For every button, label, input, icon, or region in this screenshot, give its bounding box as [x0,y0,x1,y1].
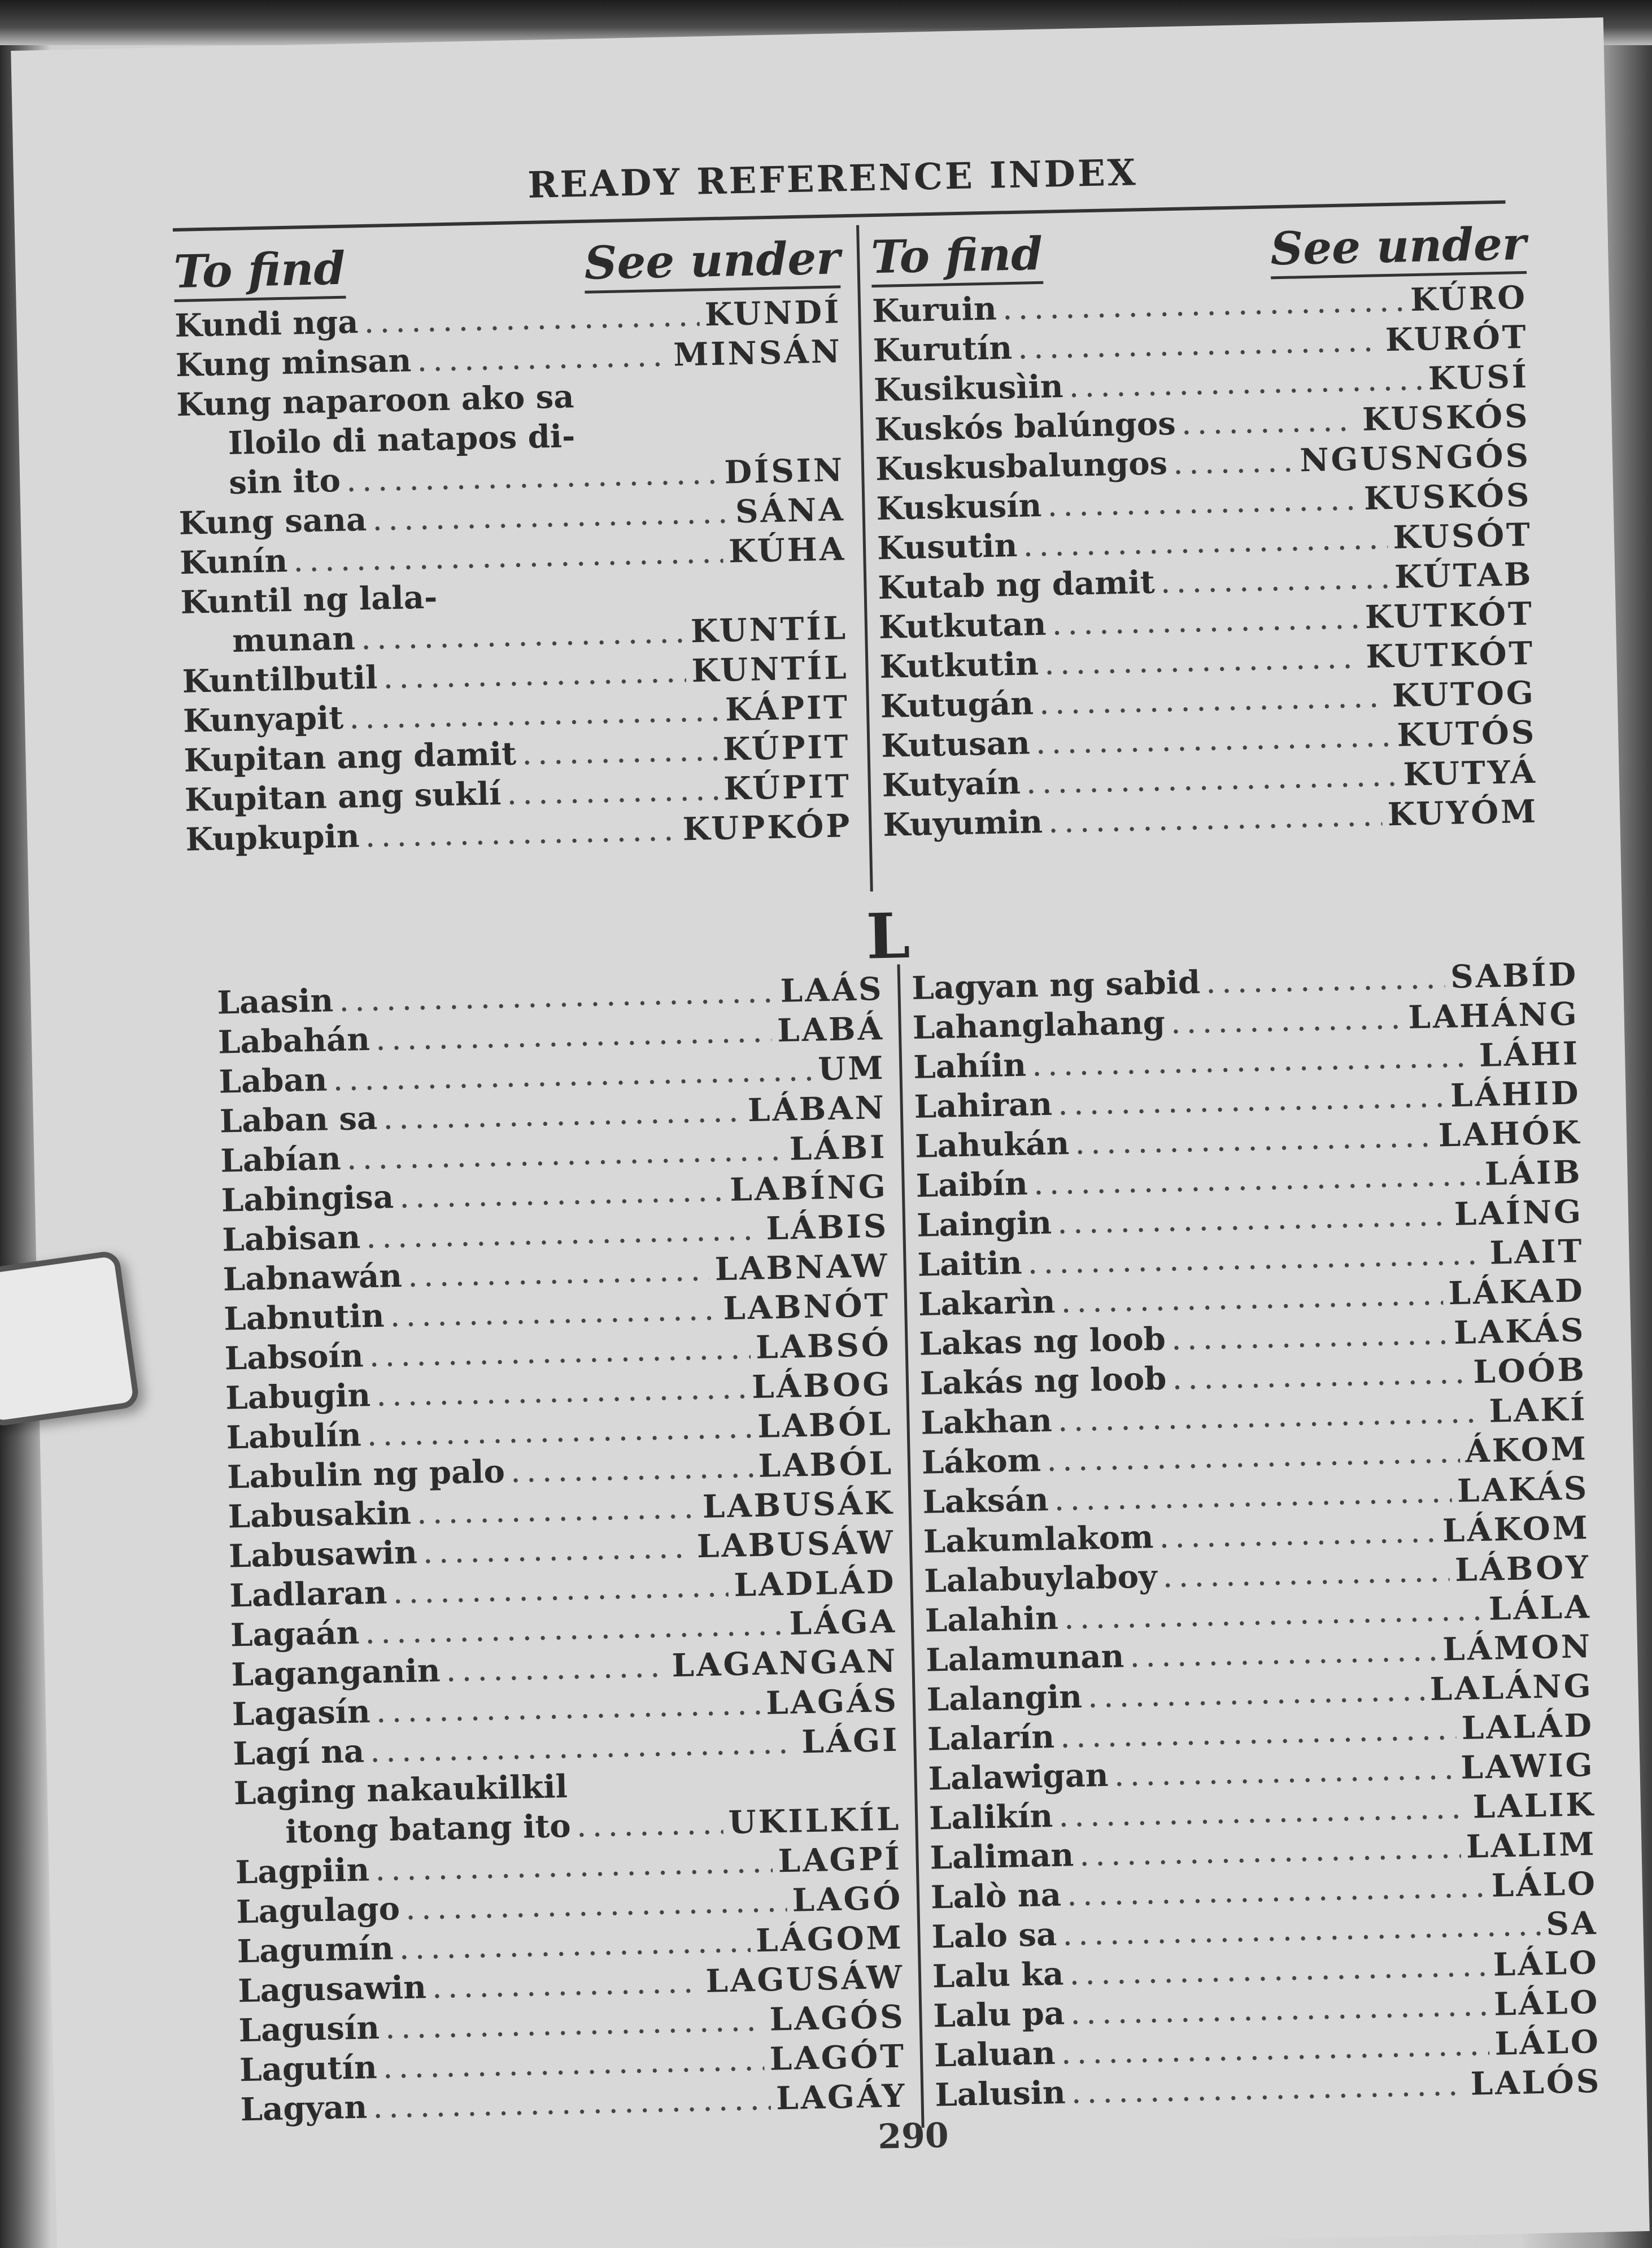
entry-term: Kurutín [873,329,1013,370]
entry-reference: DÍSIN [723,451,845,491]
entry-reference: LABNAW [714,1247,890,1288]
entry-term: Lákom [921,1441,1041,1482]
entry-reference: LÁMON [1442,1627,1593,1668]
entry-term: Labisan [221,1218,361,1259]
entry-term: Labulín [226,1416,362,1457]
entry-reference: KUNTÍL [690,609,848,650]
entry-term: Lalawigan [928,1756,1109,1798]
dot-leader [1044,639,1361,682]
entry-reference: KUSÍ [1428,358,1529,398]
entry-term: Kung naparoon ako sa [176,378,575,424]
dot-leader [417,337,669,379]
entry-term: Lakumlakom [923,1518,1154,1561]
entry-term: Kuskós balúngos [874,404,1176,449]
entry-term: Iloilo di natapos di- [228,417,576,463]
dot-leader [1057,1078,1445,1122]
dot-leader [1033,1156,1480,1203]
dot-leader [1160,559,1389,600]
entry-reference: NGUSNGÓS [1299,437,1531,480]
entry-term: Kuskusín [875,486,1042,528]
dot-leader [1172,443,1294,482]
dot-leader [369,1724,796,1770]
entry-reference: KUPKÓP [682,807,853,848]
entry-reference: LADLÁD [733,1563,897,1604]
entry-term: Labsoín [224,1337,364,1378]
entry-reference: LAGÓS [769,1998,906,2038]
entry-reference: LÁBOG [751,1365,892,1406]
entry-reference: LÁBI [789,1128,887,1168]
entry-reference: KUSKÓS [1363,476,1532,517]
dot-leader [360,613,686,657]
dot-leader [367,1409,752,1453]
entry-reference: KÚRO [1410,278,1528,319]
entry-reference: MINSÁN [673,333,843,374]
dot-leader [375,1013,772,1058]
entry-term: Kusutin [877,526,1018,568]
dot-leader [376,1369,747,1414]
section-letter: L [865,899,911,973]
dot-leader [422,1528,692,1571]
dot-leader [1054,1473,1452,1518]
entry-term: Lalò na [930,1876,1062,1916]
dot-leader [1031,1038,1474,1083]
entry-term: Lalahin [925,1599,1059,1640]
dot-leader [1017,322,1380,366]
dot-leader [1061,1275,1444,1320]
dot-leader [1058,1789,1467,1835]
dot-leader [364,297,700,341]
dot-leader [382,2041,765,2086]
entry-term: Kutyaín [882,764,1021,804]
dot-leader [1057,1196,1449,1241]
entry-term: Lalo sa [931,1915,1057,1956]
entry-term: Lahanglahang [912,1004,1166,1047]
dot-leader [1066,1868,1486,1914]
entry-reference: SABÍD [1450,956,1579,996]
entry-reference: LAHÓK [1438,1114,1582,1155]
entry-term: Kutugán [880,685,1034,725]
entry-term: Laibín [916,1165,1028,1205]
entry-reference: KUSKÓS [1362,397,1531,438]
dot-leader [364,1606,784,1652]
entry-term: Lalangin [926,1678,1083,1719]
entry-term: Lalikín [929,1797,1053,1837]
entry-reference: LAGÓT [769,2037,906,2078]
entry-reference: LOÓB [1472,1351,1587,1391]
entry-list [217,970,907,2131]
entry-reference: KUTOG [1392,674,1536,715]
dot-leader [1172,1354,1468,1397]
entry-reference: LABÓL [757,1444,894,1485]
dot-leader [399,1172,725,1216]
entry-term: Labnutin [223,1297,385,1338]
entry-reference: LAKÁS [1457,1470,1589,1510]
dot-leader [1026,757,1398,801]
entry-reference: LÁLA [1488,1588,1592,1628]
entry-term: Kuskusbalungos [875,445,1168,489]
entry-term: Kuntil ng lala- [180,578,438,621]
entry-term: Kung sana [178,500,367,542]
entry-term: Laganganin [230,1652,441,1694]
entry-reference: LAGUSÁW [705,1958,905,2000]
entry-term: Ladlaran [229,1574,388,1615]
entry-reference: LÁBAN [747,1088,887,1130]
entry-reference: LÁLO [1493,1944,1599,1984]
dot-leader [510,1448,753,1490]
dot-leader [1039,678,1387,722]
see-under-heading: See under [584,231,841,293]
entry-term: itong batang ito [285,1807,572,1851]
entry-reference: KUNTÍL [691,649,849,690]
entry-term: Lagusawin [237,1968,427,2010]
dot-leader [1046,1434,1460,1479]
entry-reference: KÚHA [728,530,847,570]
dot-leader [1035,717,1392,761]
entry-reference: KUTYÁ [1402,753,1538,794]
entry-reference: KÚPIT [722,728,851,768]
entry-reference: LÁKAD [1448,1272,1585,1313]
dot-leader [1060,1710,1456,1755]
entry-term: Kutab ng damit [877,563,1156,607]
entry-reference: LALIM [1466,1825,1597,1866]
dot-leader [1002,282,1405,327]
entry-reference: KUSÓT [1392,516,1533,556]
entry-term: Laging nakaukilkil [233,1768,568,1813]
entry-term: Kutkutin [879,645,1039,686]
entry-term: Lagasín [232,1693,371,1733]
dot-leader [338,973,775,1019]
entry-reference: KÚPIT [723,768,852,808]
entry-term: Kuyumin [882,803,1043,844]
entry-term: Laliman [929,1836,1074,1877]
entry-term: Labugin [225,1376,371,1417]
entry-reference: LABUSÁK [702,1484,895,1526]
entry-term: Lalarín [927,1718,1055,1758]
entry-term: Lagulago [236,1890,400,1931]
entry-term: Labnawán [223,1257,403,1299]
entry-reference: UM [817,1049,886,1088]
dot-leader [372,494,730,538]
entry-reference: UKILKÍL [728,1800,901,1842]
entry-term: Laksán [922,1481,1049,1521]
entry-term: sin ito [228,461,341,502]
entry-term: Lakas ng loob [918,1320,1166,1363]
entry-term: Kuntilbutil [182,659,378,700]
entry-term: Kupitan ang suklí [184,775,502,819]
page-number: 290 [877,2116,949,2157]
entry-reference: LAHÁNG [1407,995,1580,1036]
dot-leader [576,1805,723,1844]
entry-reference: LAKÍ [1488,1391,1588,1430]
dot-leader [1052,599,1360,642]
entry-reference: LÁGI [801,1721,900,1761]
dot-leader [1162,1552,1450,1595]
page-title: READY REFERENCE INDEX [527,151,1139,207]
entry-term: Kutusan [881,724,1031,765]
dot-leader [376,1685,761,1730]
dot-leader [1159,1513,1437,1556]
entry-term: Lakás ng loob [919,1360,1167,1402]
l-right-column [912,956,1602,2116]
entry-reference: SÁNA [735,491,846,531]
entry-term: Lakarìn [918,1283,1056,1323]
entry-reference: LALÁD [1461,1706,1594,1747]
entry-term: Lagí na [232,1732,365,1773]
entry-term: Laluan [934,2034,1056,2075]
entry-reference: LÁLO [1493,1983,1600,2023]
entry-term: Kunín [179,542,288,582]
entry-reference: LAIT [1489,1232,1585,1272]
dot-leader [1071,2066,1466,2111]
entry-reference: KÚTAB [1394,555,1533,596]
entry-term: Labían [220,1140,342,1180]
dot-leader [346,455,719,499]
entry-term: Lalu pa [932,1994,1065,2035]
entry-reference: LAGPÍ [778,1840,903,1880]
entry-term: Labingisa [221,1178,394,1219]
entry-reference: LABÓL [757,1405,893,1445]
entry-reference: LÁGA [789,1602,897,1643]
entry-term: Lalusin [934,2073,1066,2114]
entry-reference: LÁBOY [1454,1548,1591,1589]
dot-leader [382,1092,742,1136]
dot-leader [507,771,719,812]
dot-leader [1087,1671,1424,1715]
dot-leader [365,812,678,855]
entry-reference: LAWIG [1460,1746,1596,1787]
entry-term: Lagutín [239,2049,378,2089]
to-find-heading: To find [173,242,346,302]
entry-term: Lagyan ng sabid [911,964,1201,1007]
entry-reference: LALÁNG [1429,1667,1594,1708]
entry-reference: LÁHID [1450,1074,1581,1114]
dot-leader [1114,1750,1455,1794]
dot-leader [399,1923,751,1967]
entry-term: Lalu ka [932,1955,1064,1996]
entry-reference: LÁLO [1494,2023,1601,2063]
entry-term: Lagaán [230,1614,360,1654]
entry-term: Kung minsan [175,342,412,384]
to-find-heading: To find [870,227,1043,287]
see-under-heading: See under [1270,217,1527,279]
entry-reference: LAGANGAN [671,1642,898,1685]
dot-leader [1171,1315,1449,1357]
entry-reference: KUNDÍ [704,293,842,334]
dot-leader [1181,402,1357,442]
entry-reference: LAÁS [780,970,884,1010]
dot-leader [431,1963,700,2006]
dot-leader [1070,1986,1489,2032]
entry-term: Lakhan [920,1401,1053,1442]
entry-list [912,956,1602,2116]
entry-reference: KUTKÓT [1365,595,1535,636]
dot-leader [1057,1393,1484,1439]
dot-leader [1074,1118,1433,1162]
entry-term: Lagumín [237,1929,394,1971]
dot-leader [348,692,720,737]
entry-term: Labusawin [228,1533,418,1575]
entry-term: Labusakin [228,1494,412,1536]
k-right-column [870,217,1538,846]
column-divider [856,225,873,892]
entry-term: Lahukán [914,1125,1070,1165]
dot-leader [1129,1632,1437,1675]
entry-term: Lahíin [913,1046,1027,1086]
dot-leader [1069,1947,1488,1992]
dot-leader [1048,796,1382,840]
dot-leader [521,731,717,772]
entry-reference: LABÁ [777,1009,885,1049]
entry-term: Lalamunan [925,1637,1124,1679]
entry-reference: ÁKOM [1464,1430,1589,1470]
entry-reference: LÁGOM [755,1919,904,1960]
dot-leader [1047,481,1359,524]
entry-reference: LABUSÁW [696,1523,896,1566]
entry-term: Lagyan [240,2088,368,2129]
entry-term: Lagusín [238,2009,380,2050]
entry-term: Kundi nga [174,303,359,345]
l-left-column [217,970,907,2131]
dot-leader [365,1211,761,1256]
entry-term: Laban [218,1061,328,1101]
entry-list [175,293,852,860]
dot-leader [407,1252,709,1295]
entry-term: Kuruin [871,290,997,330]
entry-term: Laasin [216,982,334,1022]
dot-leader [374,1843,773,1888]
entry-reference: LAKÁS [1453,1312,1586,1352]
dot-leader [405,1883,787,1927]
entry-term: Labulin ng palo [226,1453,505,1496]
dot-leader [416,1489,698,1531]
entry-reference: LAGÓ [792,1879,903,1919]
entry-reference: LABSÓ [755,1326,892,1366]
dot-leader [372,2081,771,2126]
entry-term: Kupkupin [185,817,360,859]
dot-leader [1061,2026,1490,2072]
entry-term: munan [232,620,356,660]
dot-leader [1205,959,1445,1001]
entry-reference: LÁHI [1479,1035,1580,1074]
dot-leader [390,1291,718,1334]
entry-list [872,279,1538,846]
entry-term: Laban sa [219,1099,378,1140]
entry-reference: LÁKOM [1442,1509,1590,1550]
entry-reference: LALÓS [1470,2062,1602,2103]
entry-reference: LABÍNG [729,1167,888,1209]
entry-term: Kutkutan [878,605,1047,646]
dot-leader [385,2002,764,2046]
entry-reference: KÁPIT [725,689,850,729]
entry-term: Kunyapit [182,699,344,740]
entry-reference: KUTKÓT [1365,634,1535,676]
entry-reference: KUTÓS [1397,713,1537,754]
entry-reference: SA [1545,1904,1598,1943]
dot-leader [1063,1591,1484,1637]
book-page [11,18,1649,2248]
dot-leader [446,1648,667,1689]
dot-leader [383,653,687,696]
entry-term: Kusikusìin [873,368,1064,409]
entry-reference: LÁIB [1484,1153,1583,1193]
dot-leader [346,1131,784,1177]
dot-leader [293,534,723,580]
dot-leader [1170,1000,1403,1042]
page-marker-tab [0,1250,140,1428]
dot-leader [1079,1829,1461,1874]
entry-reference: LABNÓT [722,1286,891,1328]
entry-reference: KUYÓM [1387,792,1538,834]
entry-reference: LÁBIS [765,1207,889,1248]
entry-term: Lagpiin [235,1851,370,1892]
entry-term: Laitin [917,1244,1023,1284]
entry-term: Laingin [916,1204,1052,1244]
entry-term: Lahiran [914,1085,1053,1126]
entry-term: Labahán [217,1021,370,1061]
entry-reference: LAGÁS [765,1681,899,1722]
dot-leader [393,1567,729,1611]
entry-reference: LÁLO [1491,1864,1598,1905]
entry-term: Lalabuylaboy [923,1558,1158,1600]
entry-reference: LAÍNG [1454,1193,1584,1233]
entry-reference: LALIK [1472,1785,1596,1826]
k-left-column [173,231,853,860]
dot-leader [1023,520,1388,564]
entry-term: Kupitan ang damit [183,735,517,779]
dot-leader [369,1330,751,1374]
entry-reference: LAGÁY [775,2077,908,2118]
dot-leader [1069,361,1423,405]
entry-reference: KURÓT [1385,318,1529,359]
